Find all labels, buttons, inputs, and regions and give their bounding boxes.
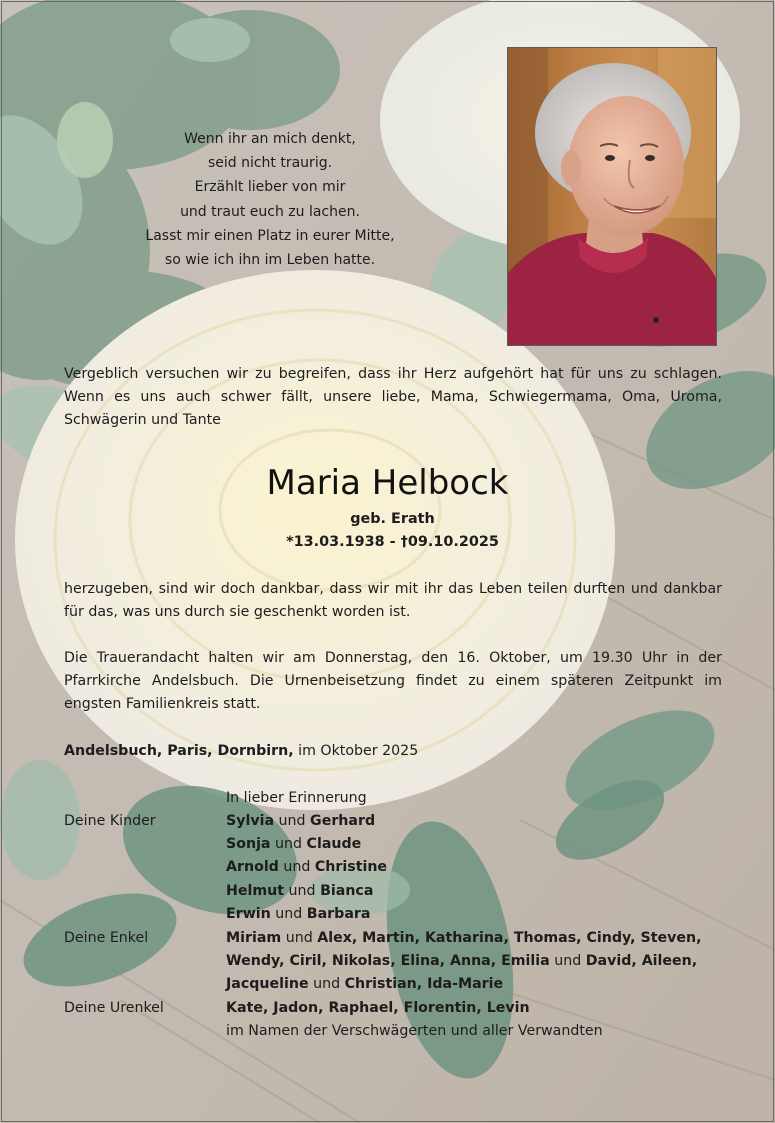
poem-line: so wie ich ihn im Leben hatte. — [164, 252, 376, 269]
child-name: Helmut — [226, 883, 285, 899]
poem-line: Wenn ihr an mich denkt, — [184, 131, 356, 147]
child-couple — [226, 833, 361, 856]
grandchildren-line — [226, 973, 503, 996]
child-name: Arnold — [226, 859, 279, 875]
towns: Andelsbuch, Paris, Dornbirn, — [64, 743, 294, 759]
portrait-photo — [507, 47, 717, 346]
grandchildren-label: Deine Enkel — [64, 930, 149, 946]
and-word: und — [275, 906, 303, 922]
month: im Oktober 2025 — [298, 743, 419, 759]
and-word: und — [283, 859, 311, 875]
partner-name: Claude — [306, 836, 362, 852]
grandchild-names: Wendy, Ciril, Nikolas, Elina, Anna, Emilia — [226, 953, 550, 969]
partner-name: Barbara — [306, 906, 371, 922]
and-word: und — [288, 883, 316, 899]
poem-line: seid nicht traurig. — [207, 155, 333, 172]
grandchild-names: Jacqueline — [226, 976, 309, 992]
grandchild-names: David, Aileen, — [585, 953, 698, 969]
and-word: und — [278, 813, 306, 829]
grandchild-names: Alex, Martin, Katharina, Thomas, Cindy, Steven, — [317, 930, 702, 946]
child-name: Erwin — [226, 906, 271, 922]
and-word: und — [313, 976, 341, 992]
child-couple — [226, 856, 387, 879]
child-name: Sonja — [226, 836, 271, 852]
service-paragraph: Die Trauerandacht halten wir am Donnerstag, den 16. Oktober, um 19.30 Uhr in der Pfarrkirche Andelsbuch. Die Urnenbeisetzung findet zu einem späteren Zeitpunkt im engsten Familienkreis statt. — [64, 650, 722, 712]
child-couple — [226, 810, 375, 833]
child-name: Sylvia — [226, 813, 275, 829]
in-name-of-line: im Namen der Verschwägerten und aller Verwandten — [226, 1023, 603, 1039]
children-label: Deine Kinder — [64, 813, 156, 829]
grandchild-names: Christian, Ida-Marie — [344, 976, 504, 992]
grandchild-names: Miriam — [226, 930, 282, 946]
life-dates: *13.03.1938 - †09.10.2025 — [286, 534, 499, 550]
and-word: und — [275, 836, 303, 852]
and-word: und — [285, 930, 313, 946]
great-grandchildren-line — [226, 997, 530, 1020]
child-couple — [226, 903, 370, 926]
grandchildren-line — [226, 927, 701, 950]
poem-line: Erzählt lieber von mir — [194, 179, 346, 196]
poem — [120, 127, 420, 272]
partner-name: Gerhard — [310, 813, 376, 829]
remembrance-line: In lieber Erinnerung — [226, 790, 367, 806]
release-paragraph: herzugeben, sind wir doch dankbar, dass wir mit ihr das Leben teilen durften und dankbar für das, was uns durch sie geschenkt worden ist. — [64, 581, 722, 620]
birth-name: geb. Erath — [350, 511, 435, 527]
and-word: und — [554, 953, 582, 969]
poem-line: Lasst mir einen Platz in eurer Mitte, — [145, 227, 395, 244]
place-and-date — [64, 740, 418, 763]
deceased-name: Maria Helbock — [266, 463, 509, 503]
poem-line: und traut euch zu lachen. — [180, 203, 360, 220]
partner-name: Bianca — [320, 883, 374, 899]
great-grandchild-names: Kate, Jadon, Raphael, Florentin, Levin — [226, 1000, 530, 1016]
partner-name: Christine — [314, 859, 388, 875]
child-couple — [226, 880, 373, 903]
great-grandchildren-label: Deine Urenkel — [64, 1000, 164, 1016]
grandchildren-line — [226, 950, 697, 973]
intro-paragraph: Vergeblich versuchen wir zu begreifen, dass ihr Herz aufgehört hat für uns zu schlagen. Wenn es uns auch schwer fällt, unsere liebe, Mama, Schwiegermama, Oma, Uroma, Schwägerin und Tante — [64, 366, 722, 428]
